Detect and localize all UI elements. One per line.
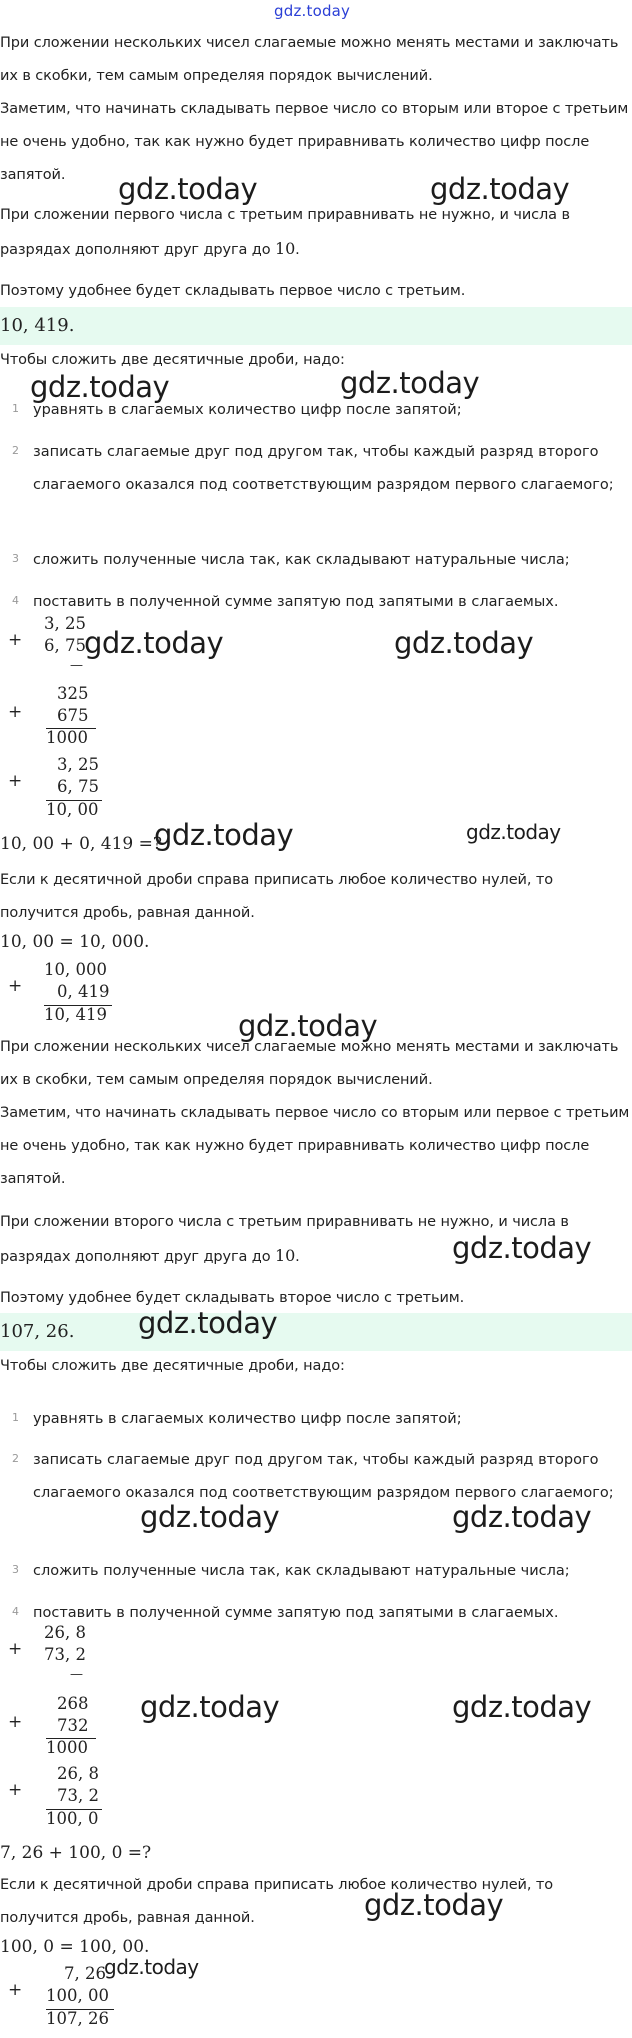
paragraph-2: Заметим, что начинать складывать первое число со вторым или второе с третьим не очень удобно, так как нужно будет приравнивать количество цифр после запятой.	[0, 101, 629, 183]
watermark-text: gdz.today	[452, 1690, 592, 1724]
plus-sign: +	[8, 1639, 23, 1659]
plus-sign: +	[8, 771, 23, 791]
step-number: 2	[12, 444, 19, 457]
plus-sign: +	[8, 630, 23, 650]
addend-1: 3, 25	[57, 755, 99, 774]
watermark-text: gdz.today	[466, 820, 561, 844]
watermark-text: gdz.today	[140, 1690, 280, 1724]
addend-2: 6, 75	[44, 636, 86, 655]
watermark-text: gdz.today	[452, 1231, 592, 1265]
step-text: сложить полученные числа так, как складывают натуральные числа;	[33, 552, 570, 568]
addend-2: 73, 2	[44, 1645, 86, 1664]
column-addition-1	[8, 1623, 98, 1703]
paragraph-5: Если к десятичной дроби справа приписать любое количество нулей, то получится дробь, равная данной.	[0, 872, 553, 921]
sum-placeholder: —	[70, 1667, 83, 1682]
sum: 1000	[46, 1738, 88, 1757]
watermark-text: gdz.today	[430, 172, 570, 206]
number-10: 10	[274, 239, 296, 258]
plus-sign: +	[8, 976, 23, 996]
plus-sign: +	[8, 1780, 23, 1800]
answer-box: 10, 419.	[0, 307, 632, 345]
watermark-text: gdz.today	[154, 818, 294, 852]
column-addition-2	[8, 684, 98, 764]
sum: 10, 419	[44, 1005, 107, 1024]
watermark-text: gdz.today	[30, 370, 170, 404]
equation-1: 7, 26 + 100, 0 =?	[0, 1843, 152, 1863]
step-text: уравнять в слагаемых количество цифр после запятой;	[33, 402, 462, 418]
watermark-text: gdz.today	[340, 366, 480, 400]
watermark-text: gdz.today	[394, 626, 534, 660]
watermark-text: gdz.today	[238, 1009, 378, 1043]
addend-1: 26, 8	[44, 1623, 86, 1642]
watermark-text: gdz.today	[364, 1888, 504, 1922]
paragraph-3	[0, 199, 632, 267]
addend-2: 732	[57, 1716, 89, 1735]
step-text: записать слагаемые друг под другом так, чтобы каждый разряд второго слагаемого оказался под соответствующим разрядом первого слагаемого;	[33, 444, 614, 493]
paragraph-4: Поэтому удобнее будет складывать первое число с третьим.	[0, 283, 466, 299]
paragraph-4: Поэтому удобнее будет складывать второе число с третьим.	[0, 1290, 465, 1306]
addend-2: 73, 2	[57, 1786, 99, 1805]
plus-sign: +	[8, 1980, 23, 2000]
watermark-text: gdz.today	[452, 1500, 592, 1534]
number-10: 10	[274, 1246, 296, 1265]
paragraph-2: Заметим, что начинать складывать первое число со вторым или первое с третьим не очень удобно, так как нужно будет приравнивать количество цифр после запятой.	[0, 1105, 630, 1187]
sum: 1000	[46, 728, 88, 747]
addend-1: 7, 26	[64, 1964, 106, 1983]
addend-2: 100, 00	[46, 1986, 109, 2005]
watermark-text: gdz.today	[104, 1955, 199, 1979]
step-number: 2	[12, 1452, 19, 1465]
addend-1: 26, 8	[57, 1764, 99, 1783]
step-number: 3	[12, 552, 19, 565]
watermark-text: gdz.today	[84, 626, 224, 660]
column-addition-4	[8, 960, 118, 1040]
equation-2: 10, 00 = 10, 000.	[0, 932, 150, 952]
addend-1: 268	[57, 1694, 89, 1713]
plus-sign: +	[8, 702, 23, 722]
step-number: 1	[12, 1411, 19, 1424]
watermark-text: gdz.today	[118, 172, 258, 206]
step-text: сложить полученные числа так, как складывают натуральные числа;	[33, 1563, 570, 1579]
step-number: 3	[12, 1563, 19, 1576]
paragraph-3-end: .	[295, 1249, 300, 1265]
equation-1: 10, 00 + 0, 419 =?	[0, 834, 162, 854]
column-addition-4	[8, 1964, 118, 2038]
sum: 107, 26	[46, 2009, 109, 2028]
addend-2: 0, 419	[57, 982, 110, 1001]
sum: 10, 00	[46, 800, 99, 819]
equation-2: 100, 0 = 100, 00.	[0, 1937, 150, 1957]
addend-1: 10, 000	[44, 960, 107, 979]
sum: 100, 0	[46, 1809, 99, 1828]
watermark-text: gdz.today	[140, 1500, 280, 1534]
paragraph-3-end: .	[295, 242, 300, 258]
addend-2: 6, 75	[57, 777, 99, 796]
paragraph-5: Если к десятичной дроби справа приписать любое количество нулей, то получится дробь, равная данной.	[0, 1877, 553, 1926]
addend-2: 675	[57, 706, 89, 725]
step-number: 1	[12, 402, 19, 415]
paragraph-3-text: При сложении второго числа с третьим приравнивать не нужно, и числа в разрядах дополняют друг друга до	[0, 1214, 569, 1265]
sum-placeholder: —	[70, 658, 83, 673]
step-text: поставить в полученной сумме запятую под запятыми в слагаемых.	[33, 594, 559, 610]
column-addition-2	[8, 1694, 98, 1774]
step-text: записать слагаемые друг под другом так, чтобы каждый разряд второго слагаемого оказался под соответствующим разрядом первого слагаемого;	[33, 1452, 614, 1501]
column-addition-3	[8, 755, 108, 835]
paragraph-1: При сложении нескольких чисел слагаемые можно менять местами и заключать их в скобки, тем самым определяя порядок вычислений.	[0, 1039, 619, 1088]
column-addition-3	[8, 1764, 108, 1844]
plus-sign: +	[8, 1712, 23, 1732]
steps-intro: Чтобы сложить две десятичные дроби, надо:	[0, 1358, 345, 1374]
answer-box: 107, 26.	[0, 1313, 632, 1351]
paragraph-3-text: При сложении первого числа с третьим приравнивать не нужно, и числа в разрядах дополняют друг друга до	[0, 207, 570, 258]
step-text: поставить в полученной сумме запятую под запятыми в слагаемых.	[33, 1605, 559, 1621]
steps-intro: Чтобы сложить две десятичные дроби, надо:	[0, 352, 345, 368]
addend-1: 325	[57, 684, 89, 703]
step-number: 4	[12, 1605, 19, 1618]
paragraph-1: При сложении нескольких чисел слагаемые можно менять местами и заключать их в скобки, тем самым определяя порядок вычислений.	[0, 35, 619, 84]
top-watermark: gdz.today	[274, 2, 351, 20]
watermark-text: gdz.today	[138, 1306, 278, 1340]
addend-1: 3, 25	[44, 614, 86, 633]
step-text: уравнять в слагаемых количество цифр после запятой;	[33, 1411, 462, 1427]
step-number: 4	[12, 594, 19, 607]
